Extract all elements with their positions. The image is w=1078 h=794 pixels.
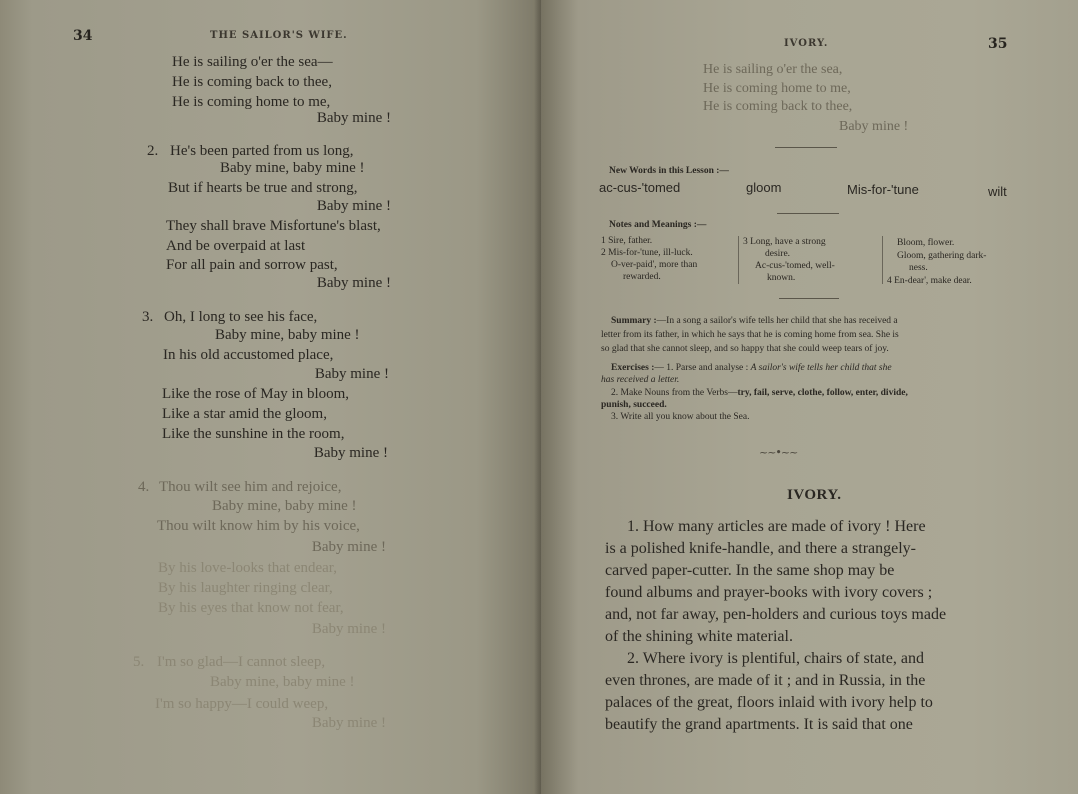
body-line: 2. Where ivory is plentiful, chairs of state, and bbox=[627, 650, 924, 667]
notes-divider bbox=[882, 236, 883, 284]
body-line: carved paper-cutter. In the same shop may be bbox=[605, 562, 895, 579]
verse-refrain: Baby mine ! bbox=[316, 110, 391, 126]
verse-line: He is sailing o'er the sea— bbox=[172, 54, 333, 70]
note-line: Bloom, flower. bbox=[897, 238, 955, 248]
verse-line: Oh, I long to see his face, bbox=[164, 309, 318, 325]
verse-line: He is coming back to thee, bbox=[172, 74, 332, 90]
stanza-number: 4. bbox=[138, 479, 150, 495]
body-line: even thrones, are made of it ; and in Russia, in the bbox=[605, 672, 926, 689]
verse-line: But if hearts be true and strong, bbox=[168, 180, 358, 196]
exercise-verbs: try, fail, serve, clothe, follow, enter, divide, bbox=[737, 388, 908, 398]
body-line: 1. How many articles are made of ivory ! Here bbox=[627, 518, 926, 535]
exercises-line-1 bbox=[611, 363, 892, 374]
note-line: Ac-cus-'tomed, well- bbox=[755, 261, 835, 271]
exercises-text: — 1. Parse and analyse : bbox=[654, 363, 749, 373]
verse-line: He is coming home to me, bbox=[172, 94, 331, 110]
right-page-number: 35 bbox=[988, 36, 1008, 52]
verse-line: Baby mine, baby mine ! bbox=[215, 327, 360, 343]
exercise-sentence: has received a letter. bbox=[601, 375, 680, 385]
verse-line: In his old accustomed place, bbox=[163, 347, 334, 363]
verse-refrain: Baby mine ! bbox=[316, 198, 391, 214]
note-line: rewarded. bbox=[623, 272, 661, 282]
stanza-number: 5. bbox=[133, 654, 145, 670]
verse-line: Thou wilt know him by his voice, bbox=[157, 518, 360, 534]
notes-divider bbox=[738, 236, 739, 284]
verse-line: By his eyes that know not fear, bbox=[158, 600, 344, 616]
note-line: known. bbox=[767, 273, 796, 283]
verse-line: For all pain and sorrow past, bbox=[166, 257, 338, 273]
verse-line: He is sailing o'er the sea, bbox=[703, 62, 843, 77]
verse-line: Baby mine, baby mine ! bbox=[210, 674, 355, 690]
summary-text: —In a song a sailor's wife tells her child that she has received a bbox=[656, 316, 898, 326]
verse-refrain: Baby mine ! bbox=[313, 445, 388, 461]
note-line: 2 Mis-for-'tune, ill-luck. bbox=[601, 248, 693, 258]
section-rule bbox=[779, 298, 839, 299]
verse-refrain: Baby mine ! bbox=[314, 366, 389, 382]
ornament-divider: ~~•~~ bbox=[759, 446, 798, 459]
verse-refrain: Baby mine ! bbox=[311, 621, 386, 637]
new-word: Mis-for-'tune bbox=[847, 182, 919, 197]
note-line: O-ver-paid', more than bbox=[611, 260, 698, 270]
exercise-verbs: punish, succeed. bbox=[601, 400, 667, 410]
verse-line: Baby mine, baby mine ! bbox=[212, 498, 357, 514]
exercises-label: Exercises : bbox=[611, 363, 655, 373]
verse-line: By his love-looks that endear, bbox=[158, 560, 337, 576]
section-rule bbox=[775, 147, 837, 148]
verse-refrain: Baby mine ! bbox=[311, 715, 386, 731]
body-line: palaces of the great, floors inlaid with ivory help to bbox=[605, 694, 933, 711]
lesson-title: IVORY. bbox=[787, 487, 842, 503]
verse-refrain: Baby mine ! bbox=[316, 275, 391, 291]
right-page bbox=[541, 0, 1078, 794]
note-line: 4 En-dear', make dear. bbox=[887, 276, 972, 286]
summary-line: so glad that she cannot sleep, and so happy that she could weep tears of joy. bbox=[601, 344, 889, 354]
exercise-sentence: A sailor's wife tells her child that she bbox=[750, 363, 892, 373]
verse-refrain: Baby mine ! bbox=[839, 119, 909, 134]
verse-line: He is coming home to me, bbox=[703, 81, 851, 96]
verse-line: I'm so glad—I cannot sleep, bbox=[157, 654, 326, 670]
new-word: gloom bbox=[746, 180, 782, 195]
verse-line: Like the rose of May in bloom, bbox=[162, 386, 350, 402]
right-running-head: IVORY. bbox=[784, 38, 829, 49]
verse-line: He's been parted from us long, bbox=[170, 143, 354, 159]
note-line: ness. bbox=[909, 263, 928, 273]
summary-line: letter from its father, in which he says that he is coming home from sea. She is bbox=[601, 330, 899, 340]
body-line: found albums and prayer-books with ivory covers ; bbox=[605, 584, 933, 601]
verse-line: Like a star amid the gloom, bbox=[162, 406, 327, 422]
summary-line-1 bbox=[611, 316, 898, 327]
verse-line: He is coming back to thee, bbox=[703, 99, 853, 114]
exercise-text: 2. Make Nouns from the Verbs— bbox=[611, 388, 738, 398]
body-line: beautify the grand apartments. It is said that one bbox=[605, 716, 913, 733]
stanza-number: 2. bbox=[147, 143, 159, 159]
verse-line: They shall brave Misfortune's blast, bbox=[166, 218, 381, 234]
note-line: Gloom, gathering dark- bbox=[897, 251, 987, 261]
body-line: and, not far away, pen-holders and curious toys made bbox=[605, 606, 947, 623]
note-line: 1 Sire, father. bbox=[601, 236, 653, 246]
exercise-line-2 bbox=[611, 388, 908, 399]
new-words-heading: New Words in this Lesson :— bbox=[609, 166, 729, 176]
left-running-head: THE SAILOR'S WIFE. bbox=[210, 30, 348, 41]
new-word: wilt bbox=[988, 184, 1007, 199]
summary-label: Summary : bbox=[611, 316, 657, 326]
note-line: 3 Long, have a strong bbox=[743, 237, 826, 247]
left-page-number: 34 bbox=[73, 28, 93, 44]
body-line: of the shining white material. bbox=[605, 628, 793, 645]
new-word: ac-cus-'tomed bbox=[599, 180, 681, 195]
verse-refrain: Baby mine ! bbox=[311, 539, 386, 555]
verse-line: Like the sunshine in the room, bbox=[162, 426, 345, 442]
verse-line: By his laughter ringing clear, bbox=[158, 580, 333, 596]
verse-line: Baby mine, baby mine ! bbox=[220, 160, 365, 176]
section-rule bbox=[777, 213, 839, 214]
verse-line: Thou wilt see him and rejoice, bbox=[159, 479, 342, 495]
note-line: desire. bbox=[765, 249, 791, 259]
verse-line: I'm so happy—I could weep, bbox=[155, 696, 329, 712]
exercise-line: 3. Write all you know about the Sea. bbox=[611, 412, 750, 422]
verse-line: And be overpaid at last bbox=[166, 238, 306, 254]
stanza-number: 3. bbox=[142, 309, 154, 325]
body-line: is a polished knife-handle, and there a strangely- bbox=[605, 540, 916, 557]
notes-heading: Notes and Meanings :— bbox=[609, 220, 707, 230]
